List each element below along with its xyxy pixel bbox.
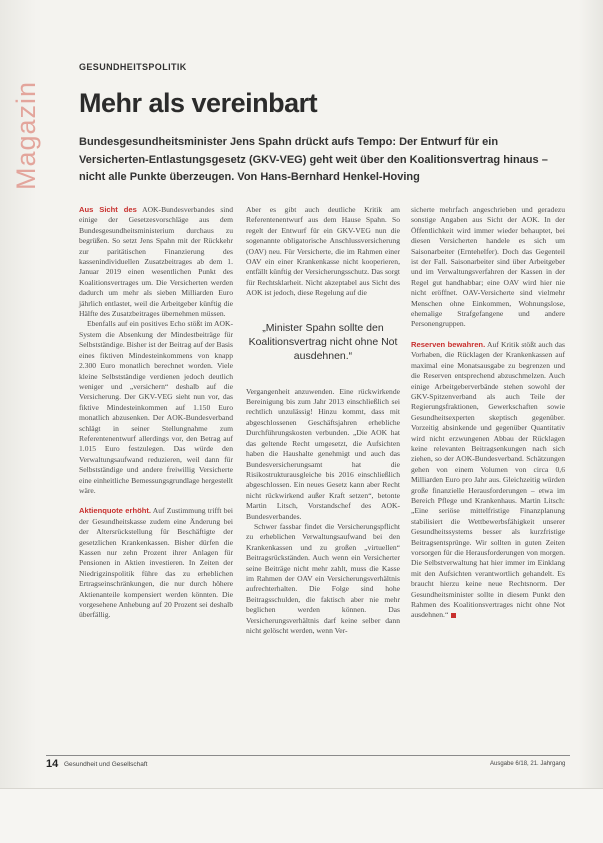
paragraph-text: Auf Zustimmung trifft bei der Gesundheitskasse zudem eine Änderung bei der Altersrückstellung für Beschäftigte der gesetzlichen Krankenkassen. Bisher dürfen die Kassen nur zehn Prozent ihrer Anlagen für Pensionen in Aktien investieren. In Zeiten der Niedrigzinspolitik führe das zu erheblichen Ertragseinschränkungen, die nur durch höhere Aktienanteile kompensiert werden könnten. Die vorgesehene Anhebung auf 20 Prozent sei deshalb überfällig. — [79, 506, 234, 620]
subheading: Aus Sicht des — [79, 205, 137, 214]
text-column-1 — [79, 205, 233, 621]
paragraph: Ebenfalls auf ein positives Echo stößt im AOK-System die Absenkung der Mindestbeiträge für Selbstständige. Bisher ist der Beitrag auf der Basis eines fiktiven Mindesteinkommens von knapp 2.300 Euro monatlich berechnet worden. Viele kleine Selbstständige verdienen jedoch deutlich weniger und „versichern“ deshalb auf die Versicherung. Der GKV-VEG sieht nun vor, das fiktive Mindesteinkommen auf 1.150 Euro monatlich abzusenken. Der AOK-Bundesverband schlägt in seiner Stellungnahme zum Referentenentwurf allerdings vor, den Betrag auf 1.015 Euro festzulegen. Das würde den Verwaltungsaufwand reduzieren, weil dann für Selbstständige und andere freiwillig Versicherte eine einheitliche Bemessungsgrundlage hergestellt wäre. — [79, 319, 233, 495]
article-lead: Bundesgesundheitsminister Jens Spahn drückt aufs Tempo: Der Entwurf für ein Versicherten-Entlastungsgesetz (GKV-VEG) geht weit über den Koalitionsvertrag hinaus – nicht alle Punkte überzeugen. Von Hans-Bernhard Henkel-Hoving — [79, 136, 548, 183]
issue-info: Ausgabe 6/18, 21. Jahrgang — [490, 761, 566, 767]
paragraph: Vergangenheit anzuwenden. Eine rückwirkende Bereinigung bis zum Jahr 2013 einschließlich sei rechtlich unzulässig! Hinzu kommt, dass mit abgeschlossenen Geschäftsjahren erhebliche Durchführungskosten verbunden. „Die AOK hat das geltende Recht umgesetzt, die Aufsichten haben die Haushalte genehmigt und auch das Bundesversicherungsamt hat die Risikostrukturausgleiche bis 2016 einschließlich abgeschlossen. Ein neues Gesetz kann aber Recht nicht rückwirkend außer Kraft setzen“, betonte Martin Litsch, Vorstandschef des AOK-Bundesverbandes. — [246, 386, 400, 521]
footer-rule — [46, 755, 570, 756]
page-number: 14 — [46, 758, 59, 770]
paragraph-text: AOK-Bundesverbandes sind einige der Gesetzesvorschläge aus dem Bundesgesundheitsministerium durchaus zu begrüßen. So setzt Jens Spahn mit der Rückkehr zur paritätischen Finanzierung des kassenindividuellen Zusatzbeitrages ab dem 1. Januar 2019 einen wesentlichen Punkt des Koalitionsvertrages um. Die Versicherten werden dadurch um mehr als sieben Milliarden Euro jährlich entlastet, weil die Arbeitgeber künftig die Hälfte des Zusatzbeitrages übernehmen müssen. — [79, 205, 233, 319]
publication-name: Gesundheit und Gesellschaft — [64, 761, 148, 768]
pull-quote: „Minister Spahn sollte den Koalitionsvertrag nicht ohne Not ausdehnen.“ — [248, 321, 398, 362]
paragraph-gap — [79, 496, 233, 506]
paragraph — [79, 205, 233, 319]
subheading: Aktienquote erhöht. — [79, 506, 152, 516]
subheading: Reserven bewahren. — [411, 339, 486, 349]
text-column-3 — [411, 205, 565, 621]
article-headline: Mehr als vereinbart — [79, 88, 318, 118]
side-section-label — [16, 138, 36, 190]
paragraph-gap — [411, 330, 565, 340]
paragraph: Aber es gibt auch deutliche Kritik am Referentenentwurf aus dem Hause Spahn. So regelt der Entwurf für ein GKV-VEG nun die sogenannte obligatorische Anschlussversicherung (OAV) neu. Für Versicherte, die im Rahmen einer OAV ein einer Krankenkasse nicht kooperieren, entfällt künftig der Versicherungsschutz. Das sorgt für Rechtsklarheit. Nicht akzeptabel aus Sicht des AOK ist jedoch, diese Regelung auf die — [246, 205, 400, 298]
section-label: GESUNDHEITSPOLITIK — [79, 62, 187, 72]
text-column-2 — [246, 205, 400, 636]
paragraph-text: Auf Kritik stößt auch das Vorhaben, die Rücklagen der Krankenkassen auf maximal eine Monatsausgabe zu begrenzen und die Reserven entsprechend abzuschmelzen. Auch einige Arbeitgeberverbände stehen sowohl der GKV-Spitzenverband als auch Teile der Regierungsfraktionen, Gewerkschaften sowie Gesundheitsexperten skeptisch gegenüber. Vorzeitig absinkende und gegenüber Quantitativ wird nicht erzwungenen Abbau der Rücklagen keine relevanten Beitragsenkungen nach sich ziehen, so der AOK-Bundesverband. Schätzungen gehen von einem Volumen von circa 0,6 Milliarden Euro pro Jahr aus. Gleichzeitig würden große finanzielle Herausforderungen – etwa im Bereich Pflege und Krankenhaus. Martin Litsch: „Eine seriöse mittelfristige Finanzplanung stabilisiert die Wettbewerbsfähigkeit unserer Gesundheitssystems besser als kurzfristige Beitragsentsprünge. Wir sollten in guten Zeiten vorsorgen für die Herausforderungen von morgen. Die Selbstverwaltung hat hier immer im Einklang mit den Aufsichten verantwortlich gehandelt. Es braucht hierzu keine neue Rechtsnorm. Der Gesundheitsminister sollte in diesem Punkt den Rahmen des Koalitionsvertrages nicht ohne Not ausdehnen.“ — [411, 339, 565, 620]
paragraph — [411, 340, 565, 621]
paragraph — [79, 506, 233, 620]
page-bottom-margin — [0, 788, 603, 843]
paragraph: Schwer fassbar findet die Versicherungspflicht zu erheblichen Verwaltungsaufwand bei den Krankenkassen und zu großen „virtuellen“ Beitragsrückständen. Auch wenn ein Versicherter seine Beiträge nicht mehr zahlt, muss die Kasse im Rahmen der OAV ein Versicherungsverhältnis aufrechterhalten. Die Folge sind hohe Beitragsschulden, die faktisch aber nie mehr beglichen werden können. Das Versicherungsverhältnis darf keine selber dann nicht gelöscht werden, wenn Ver- — [246, 521, 400, 635]
paragraph: sicherte mehrfach angeschrieben und geradezu sonstige Angaben aus Sicht der AOK. In der Öffentlichkeit wird immer wieder behauptet, bei diesen Versicherten handele es sich um Saisonarbeiter (Erntehelfer). Doch das Gegenteil ist der Fall. Saisonarbeiter sind über Arbeitgeber und im Verwaltungsverfahren der Kassen in der Regel gut handhabbar; eine OAV wird hier nie nicht eröffnet. OAV-Versicherte sind vielmehr Menschen ohne Einkommen, Wohnungslose, ehemalige Strafgefangene und andere Personengruppen. — [411, 205, 565, 329]
end-mark-icon — [451, 613, 456, 618]
